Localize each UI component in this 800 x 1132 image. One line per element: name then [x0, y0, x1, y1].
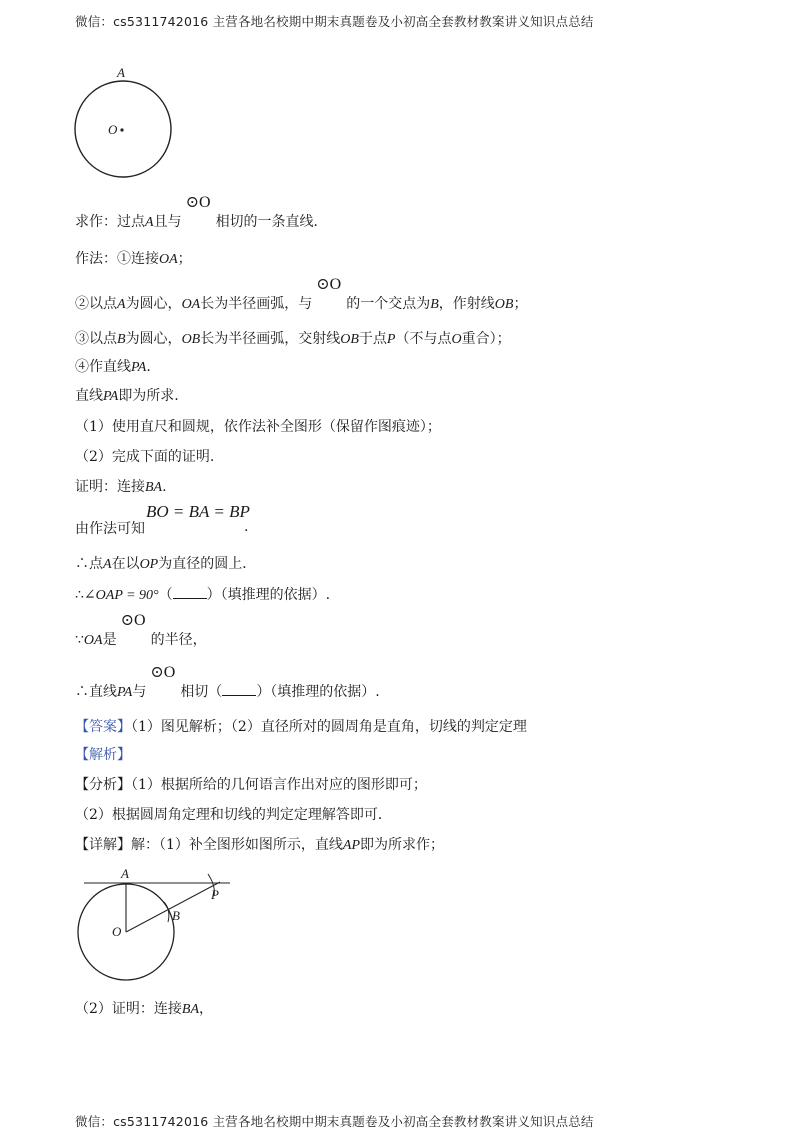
- figure-circle-o: [60, 62, 200, 187]
- answer-line: 【答案】（1）图见解析；（2）直径所对的圆周角是直角，切线的判定定理: [75, 719, 527, 735]
- detail-line: 【详解】解：（1）补全图形如图所示，直线AP即为所求作；: [75, 837, 445, 853]
- fill-blank-2[interactable]: [222, 683, 256, 696]
- proof-line-2: 由作法可知: [75, 521, 145, 537]
- odot-symbol: ⊙O: [150, 664, 176, 681]
- analysis-line-1: 【分析】（1）根据所给的几何语言作出对应的图形即可；: [75, 777, 427, 793]
- proof-line-3: ∴点A在以OP为直径的圆上．: [75, 556, 257, 572]
- method-result: 直线PA即为所求.: [75, 388, 179, 404]
- label-a: A: [117, 65, 125, 80]
- figure-tangent-construction: [70, 862, 240, 988]
- label-o: O: [108, 122, 118, 137]
- proof-start-line: （2）证明：连接BA，: [75, 1001, 214, 1017]
- point-o: [120, 128, 123, 131]
- proof-line-4: ∴∠OAP = 90°（ ）（填推理的依据）.: [75, 587, 331, 603]
- page-footer: 微信：cs5311742016 主营各地名校期中期末真题卷及小初高全套教材教案讲义知识点总结: [75, 1114, 594, 1129]
- method-step-4: ④作直线PA.: [75, 359, 151, 375]
- odot-symbol: ⊙O: [185, 194, 211, 211]
- proof-line-1: 证明：连接BA.: [75, 479, 167, 495]
- proof-line-2-period: .: [244, 519, 249, 535]
- equation-bo-ba-bp: BO = BA = BP: [146, 502, 250, 521]
- page-header: 微信：cs5311742016 主营各地名校期中期末真题卷及小初高全套教材教案讲义知识点总结: [75, 14, 594, 29]
- odot-symbol: ⊙O: [316, 276, 342, 293]
- question-2: （2）完成下面的证明.: [75, 449, 215, 465]
- analysis-tag: 【解析】: [75, 747, 131, 763]
- label-a-2: A: [121, 866, 129, 881]
- label-p-2: P: [211, 887, 219, 902]
- proof-line-5: ∵OA是 ⊙O 的半径，: [75, 612, 207, 648]
- task-line: 求作：过点A且与 ⊙O 相切的一条直线．: [75, 194, 328, 230]
- method-step-2: ②以点A为圆心，OA长为半径画弧，与 ⊙O 的一个交点为B，作射线OB；: [75, 276, 528, 312]
- answer-tag: 【答案】: [75, 719, 131, 735]
- label-b-2: B: [172, 908, 180, 923]
- label-o-2: O: [112, 924, 122, 939]
- method-step-3: ③以点B为圆心，OB长为半径画弧，交射线OB于点P（不与点O重合）；: [75, 331, 511, 347]
- analysis-line-2: （2）根据圆周角定理和切线的判定定理解答即可．: [75, 807, 392, 823]
- question-1: （1）使用直尺和圆规，依作法补全图形（保留作图痕迹）；: [75, 419, 441, 435]
- method-step-1: 作法：①连接OA；: [75, 251, 192, 267]
- odot-symbol: ⊙O: [120, 612, 146, 629]
- fill-blank-1[interactable]: [173, 586, 207, 599]
- proof-line-6: ∴直线PA与 ⊙O 相切（ ）（填推理的依据）.: [75, 664, 380, 700]
